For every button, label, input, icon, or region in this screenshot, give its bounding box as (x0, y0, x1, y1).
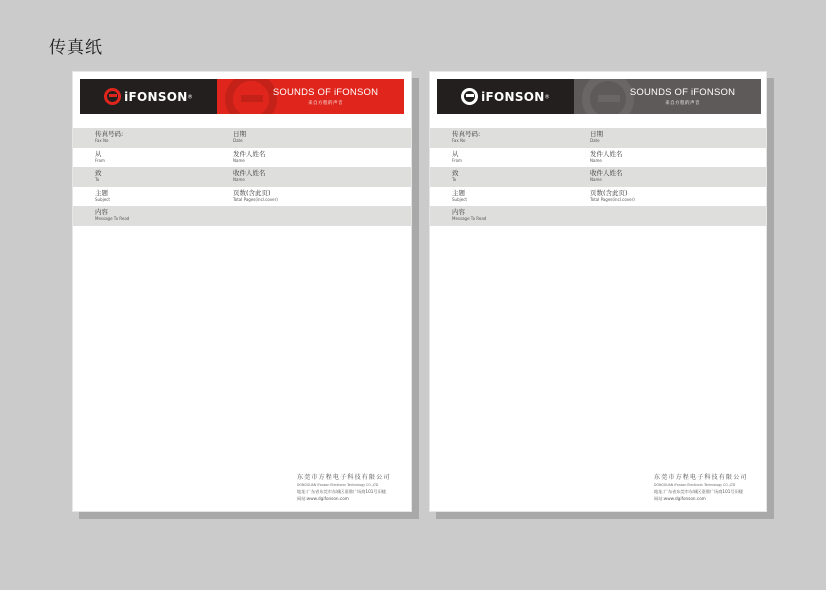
field-label-cn: 从 (95, 149, 102, 158)
field-label-left (452, 150, 462, 163)
field-label-right (233, 130, 246, 143)
field-label-cn: 主题 (452, 188, 465, 197)
field-row (430, 128, 766, 148)
field-label-cn: 页数(含此页) (590, 188, 628, 197)
company-address: 地址:广东省东莞市东城区嘉鼎广场商101号旧楼 (654, 489, 743, 494)
field-label-en: To (95, 177, 100, 182)
slogan-cn: 来自方程的声音 (665, 101, 700, 106)
field-label-left (95, 169, 102, 182)
ifonson-logo-icon (104, 88, 121, 105)
field-label-left (95, 189, 110, 202)
field-row (430, 148, 766, 168)
field-label-en: Date (590, 138, 600, 143)
field-row (430, 187, 766, 207)
header-banner (437, 79, 761, 114)
logo-text: iFONSON® (481, 89, 550, 104)
field-label-en: To (452, 177, 457, 182)
slogan-cn: 来自方程的声音 (308, 101, 343, 106)
logo (437, 79, 574, 114)
logo-watermark-icon (582, 79, 634, 114)
slogan-en: SOUNDS OF iFONSON (629, 87, 736, 98)
field-label-left (95, 130, 123, 143)
field-label-en: Fax No (452, 138, 466, 143)
field-row (73, 148, 411, 168)
field-label-cn: 内容 (452, 208, 465, 216)
fax-sheet-gray (429, 71, 767, 512)
field-label-cn: 发件人姓名 (233, 149, 266, 158)
field-label-left (452, 169, 459, 182)
field-label-en: Total Pages(incl.cover) (233, 196, 278, 202)
page-title: 传真纸 (49, 38, 103, 58)
field-label-cn: 传真号码: (95, 130, 124, 138)
field-row (73, 128, 411, 148)
field-label-en: From (452, 157, 462, 163)
logo (80, 79, 217, 114)
field-label-right (233, 150, 266, 163)
field-label-right (590, 150, 623, 163)
field-label-cn: 传真号码: (452, 130, 481, 138)
field-label-left (452, 130, 480, 143)
field-label-left (95, 208, 129, 221)
field-label-right (590, 169, 623, 182)
company-name: 东莞市方程电子科技有限公司 (297, 474, 391, 481)
field-label-cn: 内容 (95, 208, 108, 216)
field-label-right (233, 169, 266, 182)
field-label-en: Fax No (95, 138, 109, 143)
field-label-right (233, 189, 278, 202)
field-label-cn: 致 (452, 169, 459, 177)
field-row (73, 167, 411, 187)
field-label-en: Name (590, 157, 602, 163)
field-label-cn: 收件人姓名 (233, 169, 266, 177)
field-label-left (452, 208, 486, 221)
field-label-cn: 从 (452, 149, 459, 158)
company-footer (654, 474, 764, 502)
slogan-box (217, 79, 404, 114)
logo-text: iFONSON® (124, 89, 193, 104)
ifonson-logo-icon (461, 88, 478, 105)
field-label-right (590, 189, 635, 202)
company-website: 网站:www.dgifonson.com (654, 496, 706, 501)
logo-watermark-icon (225, 79, 277, 114)
field-label-cn: 发件人姓名 (590, 149, 623, 158)
company-name-en: DONGGUAN iFonson Electronic Technology CO.,LTD (297, 483, 379, 487)
field-label-cn: 日期 (590, 130, 603, 138)
field-label-en: Date (233, 138, 243, 143)
field-row (430, 167, 766, 187)
company-name-en: DONGGUAN iFonson Electronic Technology CO.,LTD (654, 483, 736, 487)
field-label-en: Message To Read (95, 216, 130, 221)
field-label-en: Name (233, 177, 245, 182)
field-rows (73, 128, 411, 226)
company-footer (297, 474, 407, 502)
field-label-en: Total Pages(incl.cover) (590, 196, 635, 202)
slogan-en: SOUNDS OF iFONSON (272, 87, 379, 98)
field-row (73, 187, 411, 207)
company-website: 网站:www.dgifonson.com (297, 496, 349, 501)
header-banner (80, 79, 404, 114)
fax-sheet-red (72, 71, 412, 512)
field-label-en: Message To Read (452, 216, 487, 221)
field-label-cn: 致 (95, 169, 102, 177)
field-label-cn: 收件人姓名 (590, 169, 623, 177)
slogan-box (574, 79, 761, 114)
field-label-en: Name (590, 177, 602, 182)
field-label-en: Subject (95, 196, 110, 202)
field-row (430, 206, 766, 226)
field-label-left (95, 150, 105, 163)
field-label-en: Name (233, 157, 245, 163)
field-row (73, 206, 411, 226)
company-address: 地址:广东省东莞市东城区嘉鼎广场商101号旧楼 (297, 489, 386, 494)
field-label-cn: 页数(含此页) (233, 188, 271, 197)
field-label-en: From (95, 157, 105, 163)
field-label-cn: 主题 (95, 188, 108, 197)
field-label-right (590, 130, 603, 143)
company-name: 东莞市方程电子科技有限公司 (654, 474, 748, 481)
field-label-en: Subject (452, 196, 467, 202)
field-label-cn: 日期 (233, 130, 246, 138)
field-rows (430, 128, 766, 226)
field-label-left (452, 189, 467, 202)
